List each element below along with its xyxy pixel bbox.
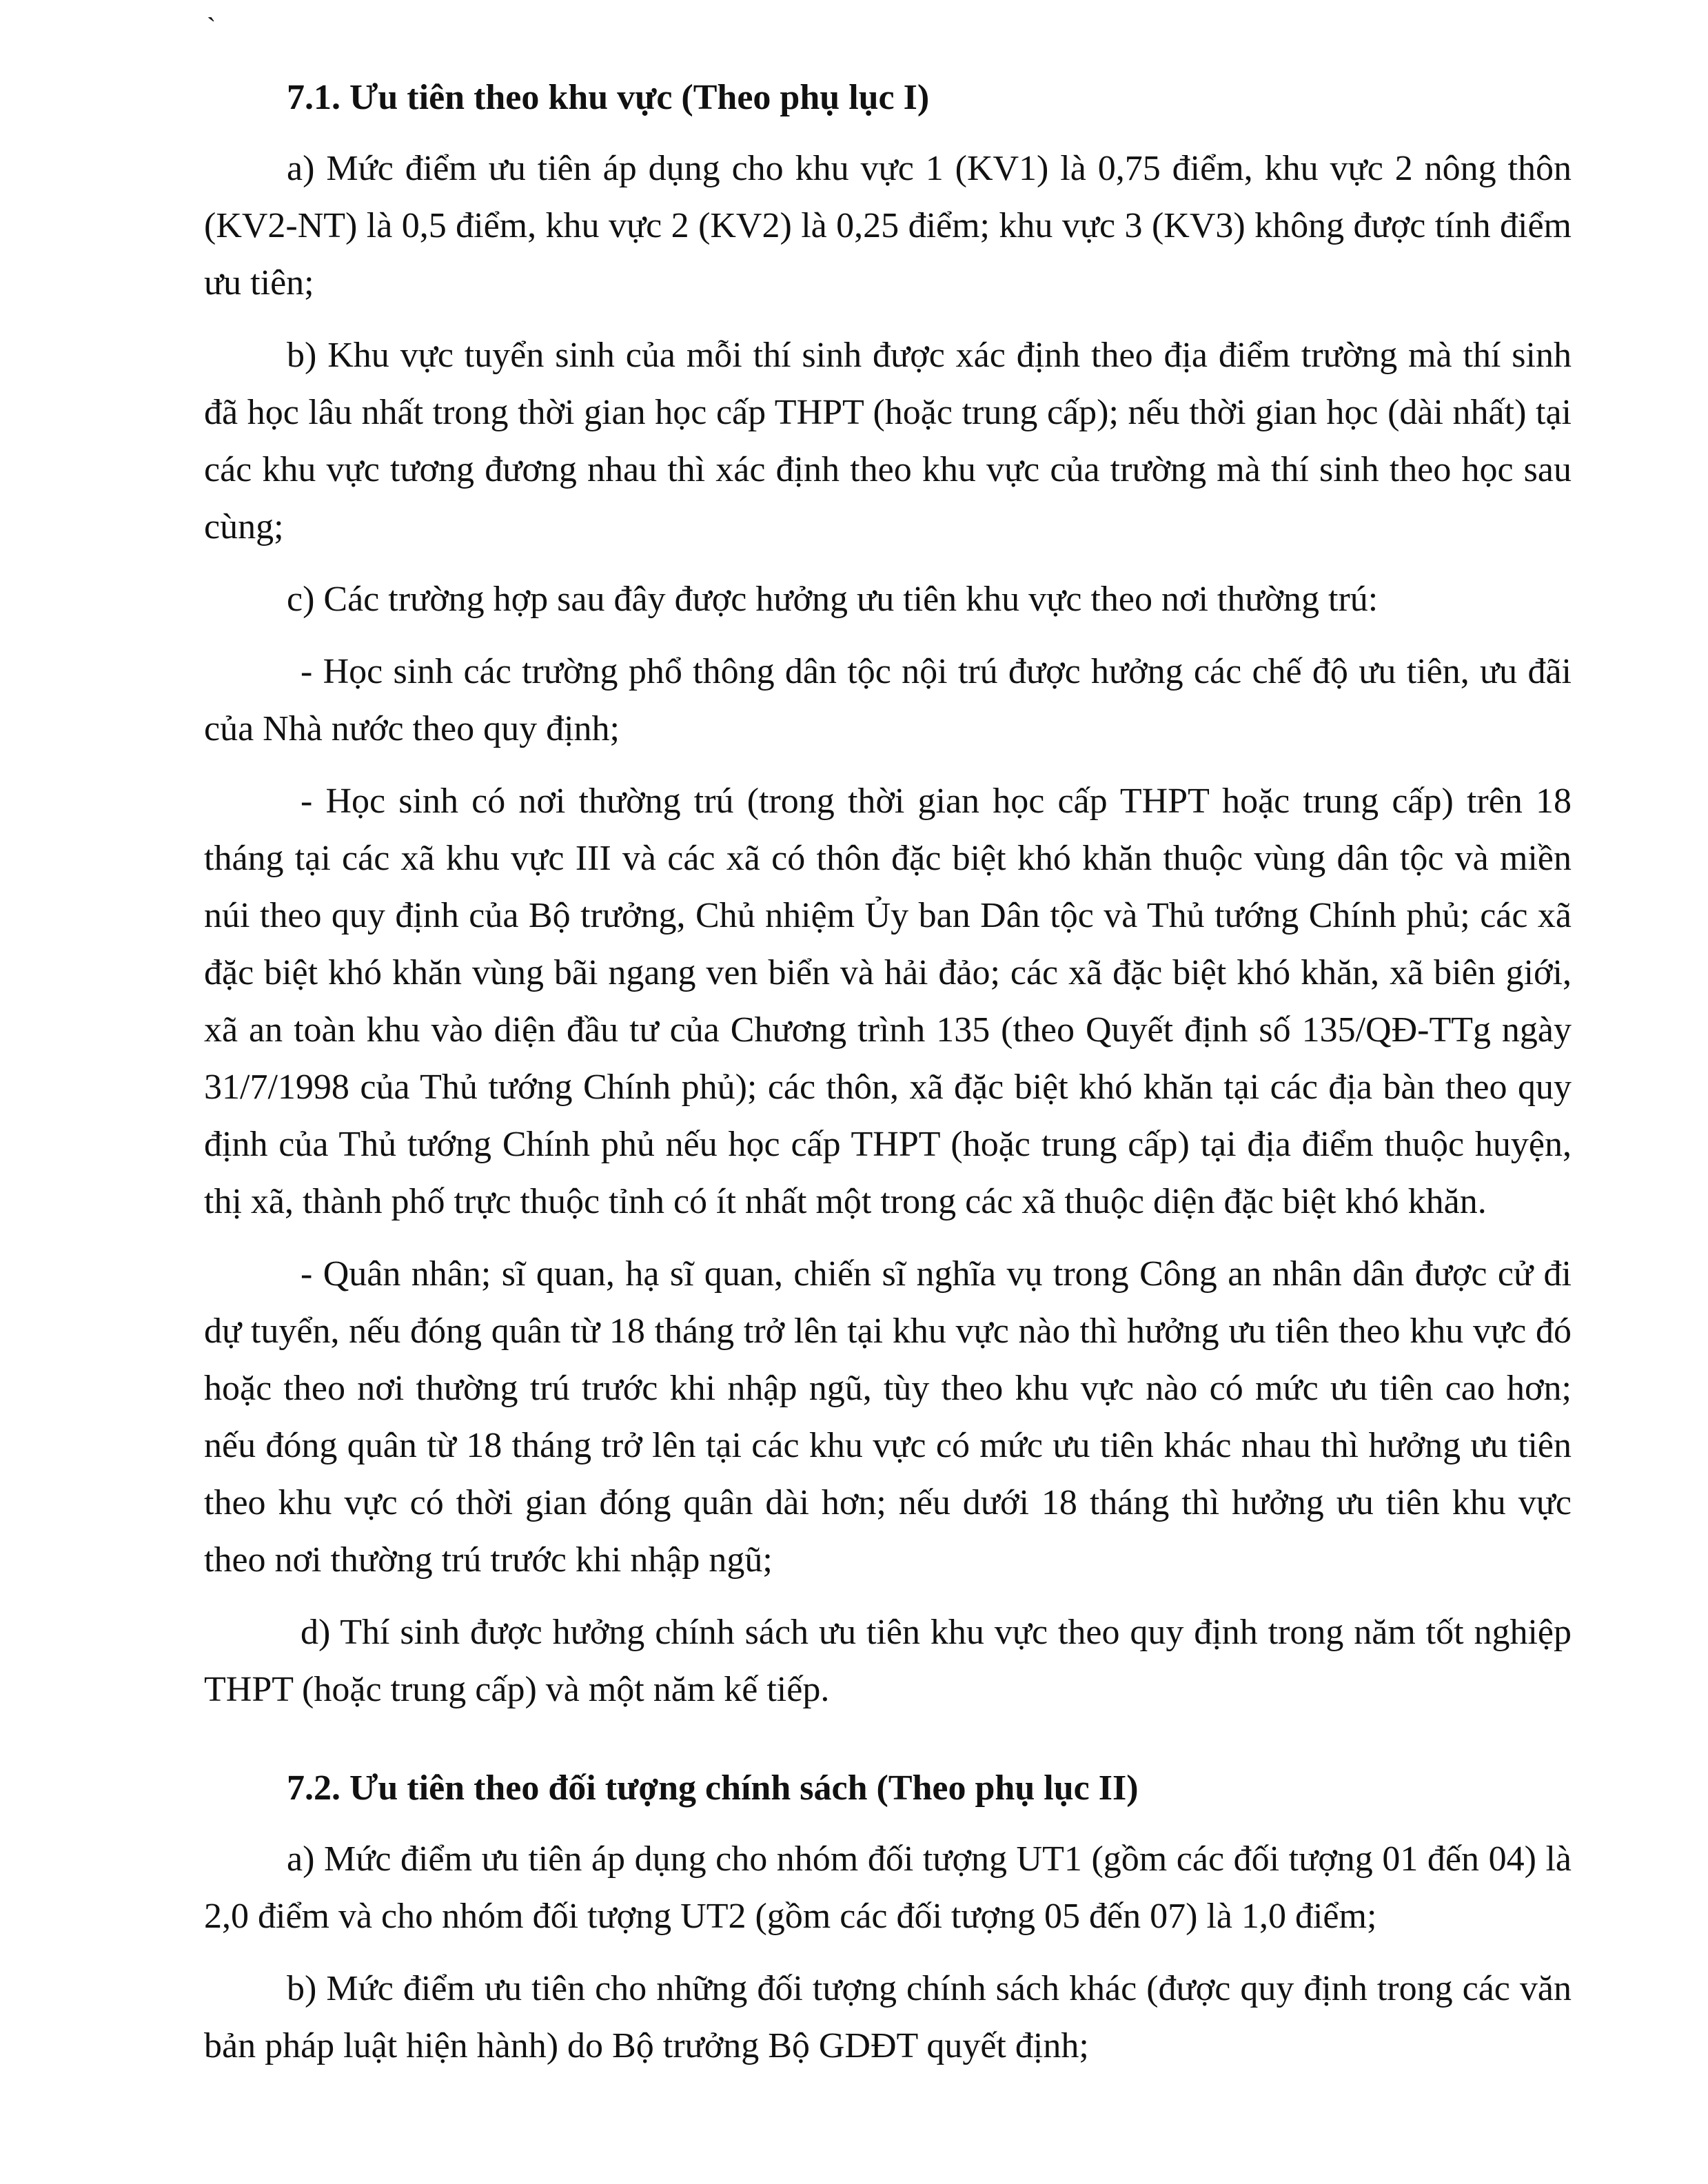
paragraph-7-2-b: b) Mức điểm ưu tiên cho những đối tượng chính sách khác (được quy định trong các văn bản pháp luật hiện hành) do Bộ trưởng Bộ GDĐT quyết định;	[204, 1969, 1572, 2065]
paragraph-7-1-b: b) Khu vực tuyển sinh của mỗi thí sinh được xác định theo địa điểm trường mà thí sinh đã học lâu nhất trong thời gian học cấp THPT (hoặc trung cấp); nếu thời gian học (dài nhất) tại các khu vực tương đương nhau thì xác định theo khu vực của trường mà thí sinh theo học sau cùng;	[204, 336, 1572, 547]
paragraph-7-1-c: c) Các trường hợp sau đây được hưởng ưu tiên khu vực theo nơi thường trú:	[287, 580, 1379, 619]
paragraph-7-1-c-item-2: - Học sinh có nơi thường trú (trong thời gian học cấp THPT hoặc trung cấp) trên 18 tháng tại các xã khu vực III và các xã có thôn đặc biệt khó khăn thuộc vùng dân tộc và miền núi theo quy định của Bộ trưởng, Chủ nhiệm Ủy ban Dân tộc và Thủ tướng Chính phủ; các xã đặc biệt khó khăn vùng bãi ngang ven biển và hải đảo; các xã đặc biệt khó khăn, xã biên giới, xã an toàn khu vào diện đầu tư của Chương trình 135 (theo Quyết định số 135/QĐ-TTg ngày 31/7/1998 của Thủ tướng Chính phủ); các thôn, xã đặc biệt khó khăn tại các địa bàn theo quy định của Thủ tướng Chính phủ nếu học cấp THPT (hoặc trung cấp) tại địa điểm thuộc huyện, thị xã, thành phố trực thuộc tỉnh có ít nhất một trong các xã thuộc diện đặc biệt khó khăn.	[204, 782, 1572, 1221]
paragraph-7-1-c-item-1: - Học sinh các trường phổ thông dân tộc nội trú được hưởng các chế độ ưu tiên, ưu đãi của Nhà nước theo quy định;	[204, 652, 1572, 748]
paragraph-7-1-d: d) Thí sinh được hưởng chính sách ưu tiên khu vực theo quy định trong năm tốt nghiệp THPT (hoặc trung cấp) và một năm kế tiếp.	[204, 1613, 1572, 1709]
section-heading-7-2: 7.2. Ưu tiên theo đối tượng chính sách (Theo phụ lục II)	[287, 1768, 1139, 1808]
paragraph-7-1-a: a) Mức điểm ưu tiên áp dụng cho khu vực 1 (KV1) là 0,75 điểm, khu vực 2 nông thôn (KV2-NT) là 0,5 điểm, khu vực 2 (KV2) là 0,25 điểm; khu vực 3 (KV3) không được tính điểm ưu tiên;	[204, 149, 1572, 303]
paragraph-7-1-c-item-3: - Quân nhân; sĩ quan, hạ sĩ quan, chiến sĩ nghĩa vụ trong Công an nhân dân được cử đi dự tuyển, nếu đóng quân từ 18 tháng trở lên tại khu vực nào thì hưởng ưu tiên theo khu vực đó hoặc theo nơi thường trú trước khi nhập ngũ, tùy theo khu vực nào có mức ưu tiên cao hơn; nếu đóng quân từ 18 tháng trở lên tại các khu vực có mức ưu tiên khác nhau thì hưởng ưu tiên theo khu vực có thời gian đóng quân dài hơn; nếu dưới 18 tháng thì hưởng ưu tiên khu vực theo nơi thường trú trước khi nhập ngũ;	[204, 1254, 1572, 1580]
section-heading-7-1: 7.1. Ưu tiên theo khu vực (Theo phụ lục I)	[287, 78, 930, 117]
paragraph-7-2-a: a) Mức điểm ưu tiên áp dụng cho nhóm đối tượng UT1 (gồm các đối tượng 01 đến 04) là 2,0 điểm và cho nhóm đối tượng UT2 (gồm các đối tượng 05 đến 07) là 1,0 điểm;	[204, 1839, 1572, 1936]
page-mark: `	[207, 12, 216, 43]
document-page	[204, 21, 1572, 2090]
